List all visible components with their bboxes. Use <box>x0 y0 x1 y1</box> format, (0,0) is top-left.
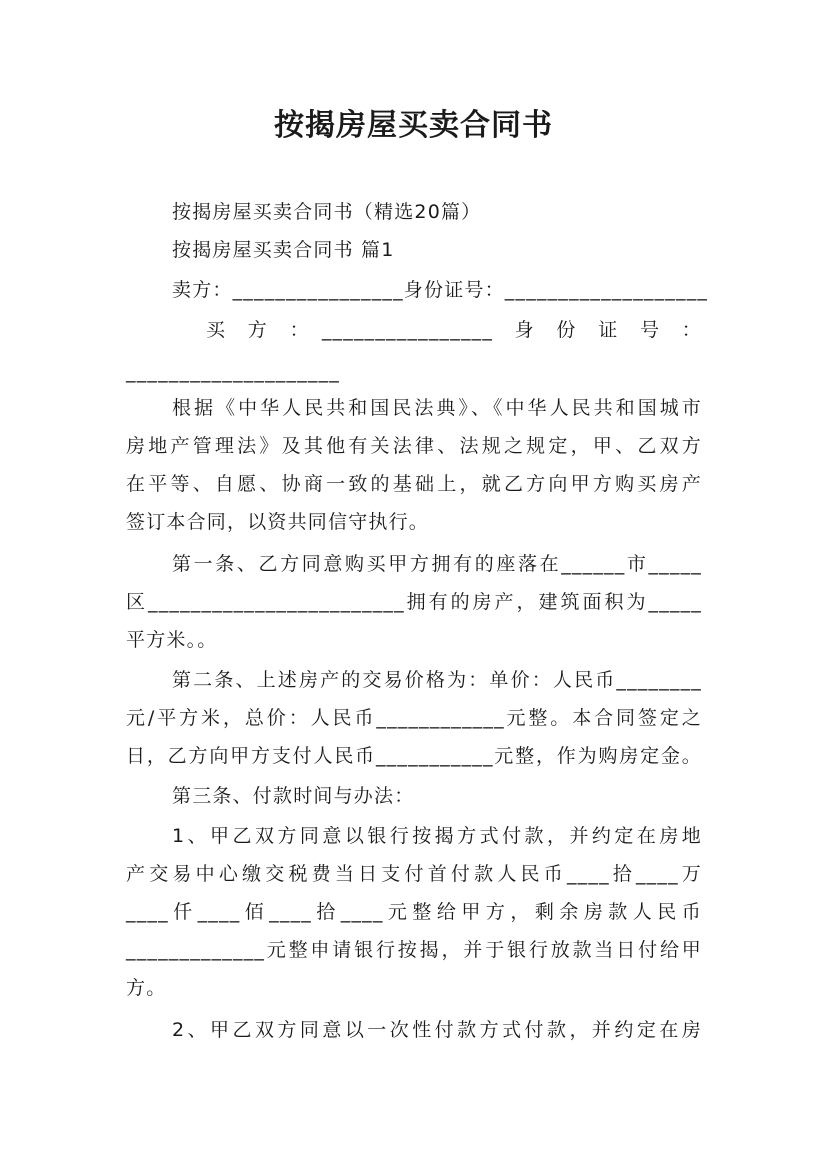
article-two-line: 日，乙方向甲方支付人民币___________元整，作为购房定金。 <box>126 745 702 767</box>
paragraph-line: 在平等、自愿、协商一致的基础上，就乙方向甲方购买房产 <box>126 473 702 495</box>
paragraph-line: 根据《中华人民共和国民法典》、《中华人民共和国城市 <box>172 397 702 419</box>
clause-one-line: 方。 <box>126 977 167 999</box>
paragraph-line: 房地产管理法》及其他有关法律、法规之规定，甲、乙双方 <box>126 435 702 457</box>
clause-one-line: 产交易中心缴交税费当日支付首付款人民币____拾____万 <box>126 863 702 885</box>
clause-one-line: 1、甲乙双方同意以银行按揭方式付款，并约定在房地 <box>172 825 702 847</box>
article-two-line: 第二条、上述房产的交易价格为：单价：人民币________ <box>172 669 702 691</box>
seller-line: 卖方：________________身份证号：___________________ <box>172 279 709 301</box>
clause-two-line: 2、甲乙双方同意以一次性付款方式付款，并约定在房 <box>172 1019 702 1041</box>
buyer-id-blank: ____________________ <box>126 361 340 383</box>
document-title: 按揭房屋买卖合同书 <box>274 108 553 143</box>
article-two-line: 元/平方米，总价：人民币____________元整。本合同签定之 <box>126 707 702 729</box>
article-one-line: 第一条、乙方同意购买甲方拥有的座落在______市_____ <box>172 553 702 575</box>
buyer-line: 买 方 ： ________________ 身 份 证 号 ： <box>206 319 702 341</box>
article-one-line: 平方米。。 <box>126 629 218 651</box>
paragraph-line: 签订本合同，以资共同信守执行。 <box>126 511 430 533</box>
article-one-line: 区________________________拥有的房产，建筑面积为_____ <box>126 591 702 613</box>
clause-one-line: ____仟____佰____拾____元整给甲方，剩余房款人民币 <box>126 901 702 923</box>
section-heading: 按揭房屋买卖合同书 篇1 <box>172 239 395 261</box>
subtitle-line: 按揭房屋买卖合同书（精选20篇） <box>172 201 482 223</box>
clause-one-line: _____________元整申请银行按揭，并于银行放款当日付给甲 <box>126 939 702 961</box>
article-three-heading: 第三条、付款时间与办法： <box>172 785 415 807</box>
